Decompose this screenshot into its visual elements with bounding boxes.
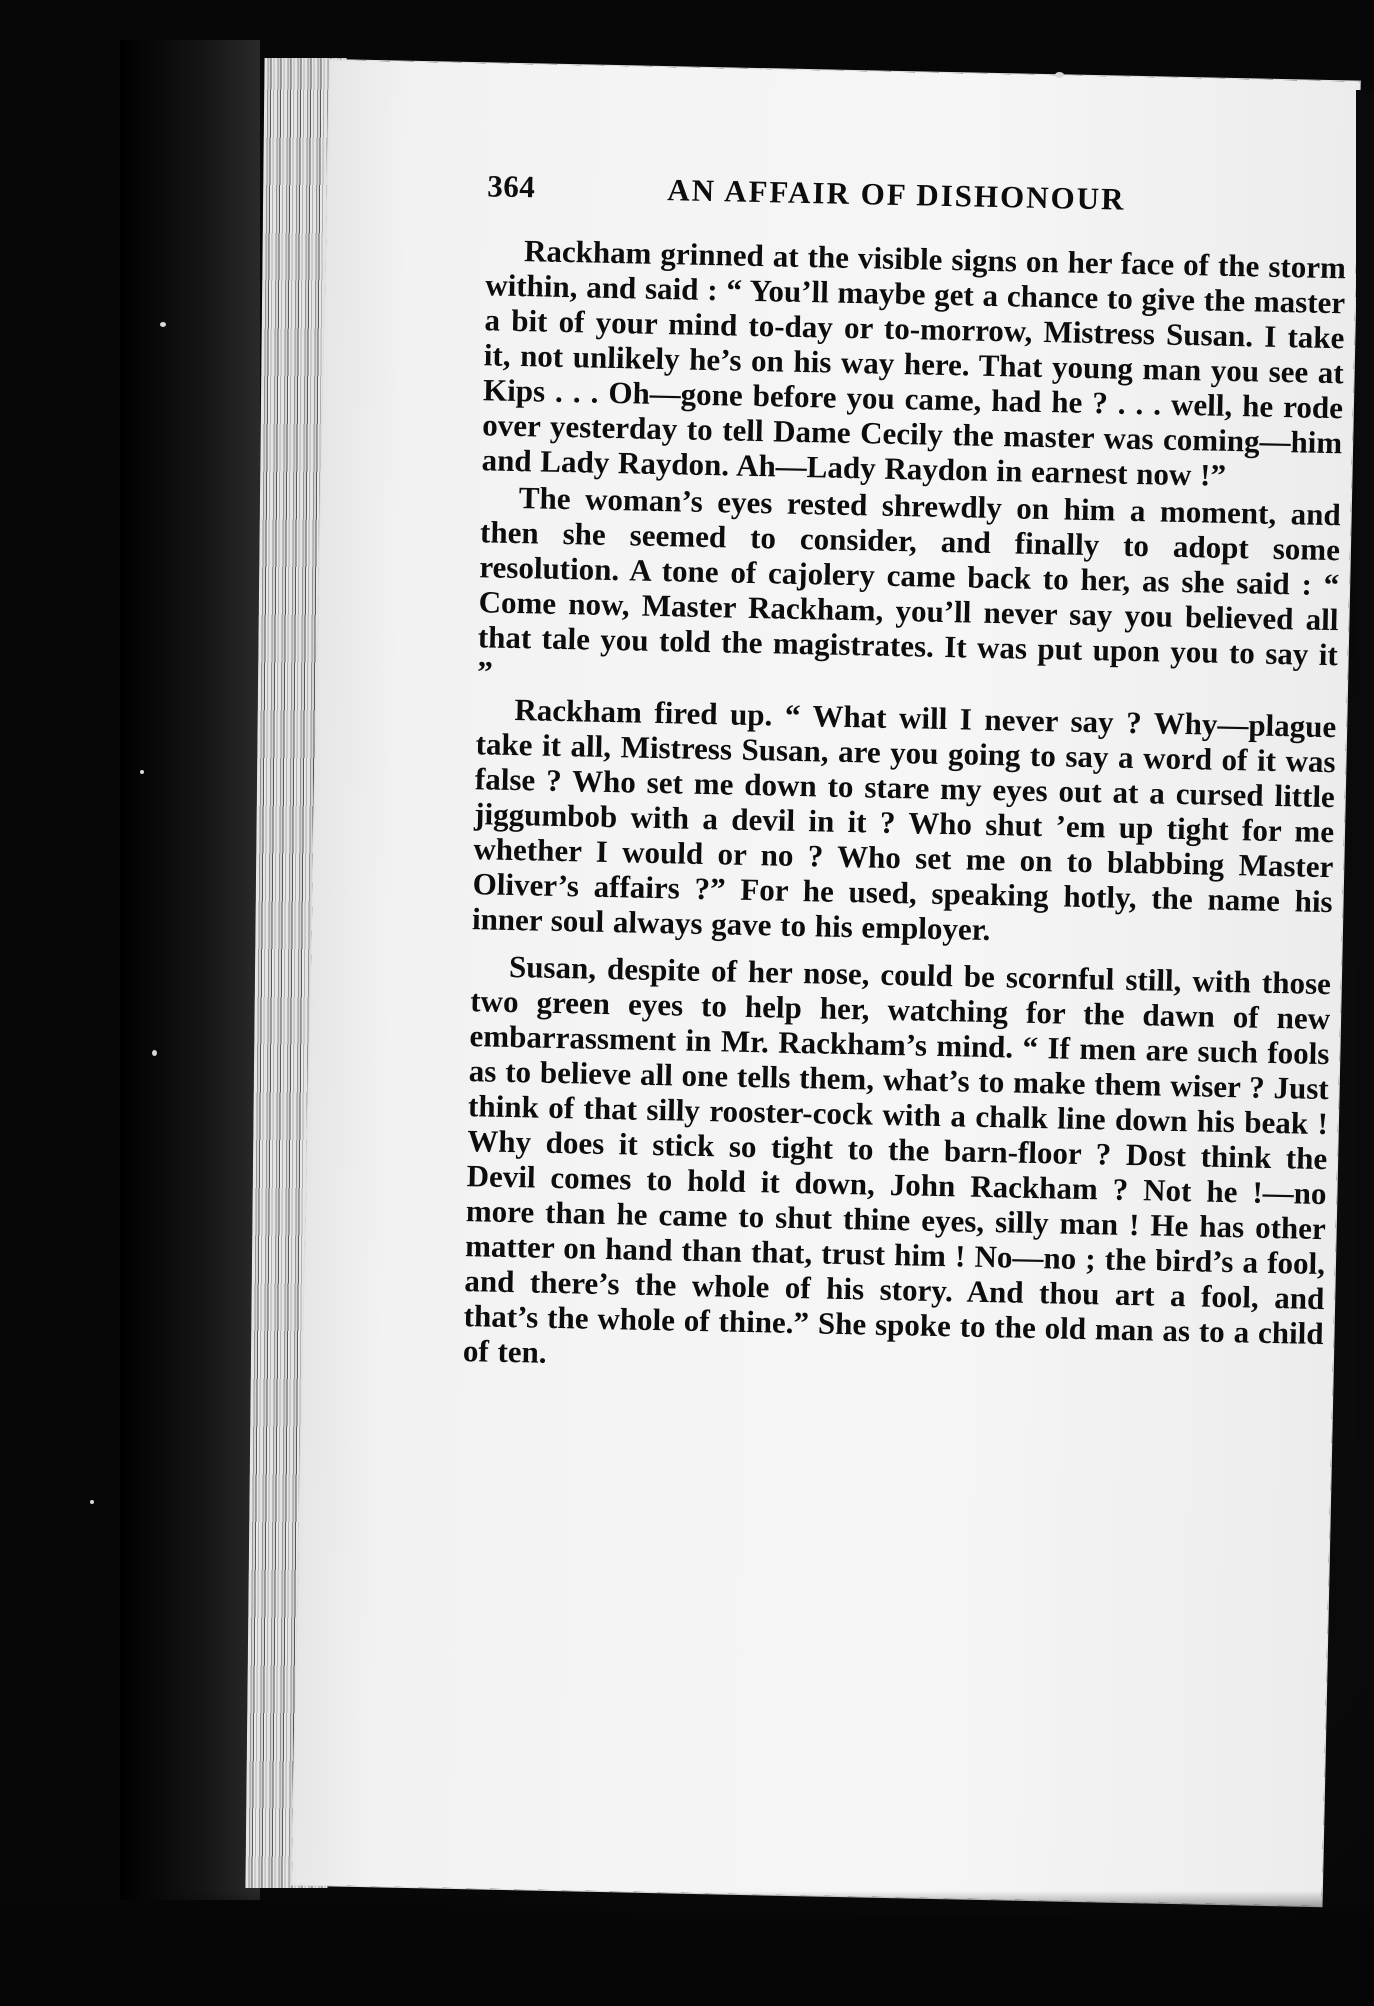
paragraph-3: Rackham fired up. “ What will I never say ? Why—plague take it all, Mistress Susan, are you going to say a word of it was false ? Who set me down to stare my eyes out at a cursed little jiggumbob with a devil in it ? Who shut ’em up tight for me whether I would or no ? Who set me on to blabbing Master Oliver’s affairs ?” For he used, speaking hotly, the name his inner soul always gave to his employer. [471,692,1337,948]
paragraph-4: Susan, despite of her nose, could be scornful still, with those two green eyes to help her, watching for the dawn of new embarrassment in Mr. Rackham’s mind. “ If men are such fools as to believe all one tells them, what’s to make them wiser ? Just think of that silly rooster-cock with a chalk line down his beak ! Why does it stick so tight to the barn-floor ? Dost think the Devil comes to hold it down, John Rackham ? Not he !—no more than he came to shut thine eyes, silly man ! He has other matter on hand than that, trust him ! No—no ; the bird’s a fool, and there’s the whole of his story. And thou art a fool, and that’s the whole of thine.” She spoke to the old man as to a child of ten. [462,948,1332,1370]
paragraph-2: The woman’s eyes rested shrewdly on him a moment, and then she seemed to consider, and finally to adopt some resolution. A tone of cajolery came back to her, as she said : “ Come now, Master Rackham, you’ll never say you believed all that tale you told the magistrates. It was put upon you to say it ” [476,480,1342,690]
speck [90,1500,94,1504]
running-title: AN AFFAIR OF DISHONOUR [666,172,1126,217]
page-number: 364 [487,168,536,205]
speck [140,770,144,774]
page-content [463,168,1348,1388]
bottom-dark-area [0,1891,1374,2006]
speck [1055,72,1064,78]
right-dark-edge [1356,90,1374,1690]
speck [160,322,166,327]
speck [152,1050,157,1056]
book-page [292,60,1360,1906]
page-header [487,168,1348,236]
book-binding-shadow [120,40,260,1900]
paragraph-1: Rackham grinned at the visible signs on her face of the storm within, and said : “ You’ll maybe get a chance to give the master a bit of your mind to-day or to-morrow, Mistress Susan. I take it, not unlikely he’s on his way here. That young man you see at Kips . . . Oh—gone before you came, had he ? . . . well, he rode over yesterday to tell Dame Cecily the master was coming—him and Lady Raydon. Ah—Lady Raydon in earnest now !” [481,233,1347,493]
